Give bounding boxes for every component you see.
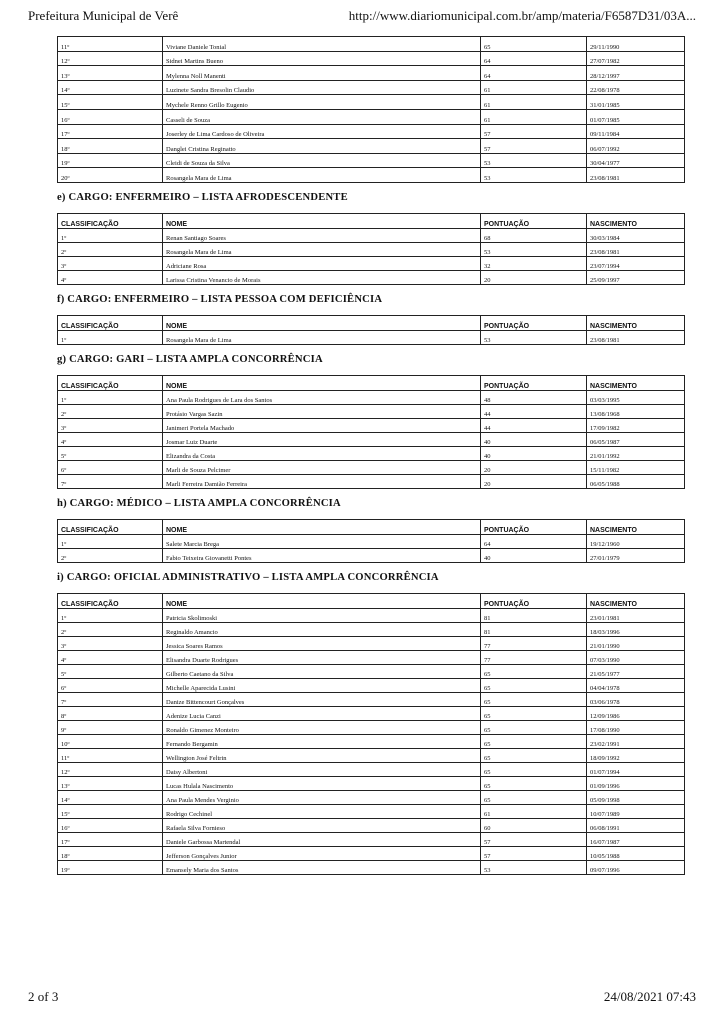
section-title: h) CARGO: MÉDICO – LISTA AMPLA CONCORRÊNCIA [57,498,341,510]
section-title: i) CARGO: OFICIAL ADMINISTRATIVO – LISTA AMPLA CONCORRÊNCIA [57,572,439,584]
cell-nome: Protásio Vargas Sazin [163,404,481,418]
cell-nome: Gilberto Caetano da Silva [163,664,481,678]
cell-pontuacao: 61 [481,804,587,818]
cell-nascimento: 23/01/1981 [587,608,685,622]
cell-classificacao: 12º [58,51,163,66]
cell-nascimento: 22/08/1978 [587,80,685,95]
cell-nascimento: 01/07/1985 [587,109,685,124]
header-nome: NOME [163,519,481,534]
cell-nome: Adriciane Rosa [163,256,481,270]
table-header-row [58,213,685,228]
cell-nascimento: 12/09/1986 [587,706,685,720]
table-row [58,153,685,168]
cell-nascimento: 06/07/1992 [587,139,685,154]
table-row [58,748,685,762]
cell-pontuacao: 61 [481,109,587,124]
cell-nome: Viviane Daniele Tonial [163,37,481,52]
table-row [58,776,685,790]
header-pontuacao: PONTUAÇÃO [481,375,587,390]
table-row [58,432,685,446]
table-row [58,832,685,846]
table-row [58,474,685,488]
cell-nome: Luzinete Sandra Bresolin Claudio [163,80,481,95]
cell-nome: Rosangela Mara de Lima [163,168,481,183]
cell-pontuacao: 20 [481,270,587,284]
cell-pontuacao: 65 [481,790,587,804]
cell-nome: Mychele Renno Grillo Eugenio [163,95,481,110]
header-classificacao: CLASSIFICAÇÃO [58,519,163,534]
cell-classificacao: 5º [58,446,163,460]
cell-nome: Rafaela Silva Fornieso [163,818,481,832]
footer-page-number: 2 of 3 [28,989,59,1004]
cell-nascimento: 23/08/1981 [587,168,685,183]
cell-nome: Jefferson Gonçalves Junior [163,846,481,860]
cell-nome: Lucas Hulala Nascimento [163,776,481,790]
cell-nascimento: 17/08/1990 [587,720,685,734]
cell-nome: Daniele Garbossa Martendal [163,832,481,846]
cell-nome: Salete Marcia Brega [163,534,481,548]
classification-table [57,213,685,285]
cell-classificacao: 15º [58,804,163,818]
cell-classificacao: 18º [58,139,163,154]
cell-nome: Mylenna Noll Manenti [163,66,481,81]
cell-classificacao: 1º [58,330,163,344]
table-row [58,124,685,139]
cell-classificacao: 4º [58,650,163,664]
cell-classificacao: 4º [58,270,163,284]
table-row [58,66,685,81]
cell-nascimento: 21/01/1990 [587,636,685,650]
cell-pontuacao: 65 [481,720,587,734]
cell-nome: Joserley de Lima Cardoso de Oliveira [163,124,481,139]
cell-classificacao: 11º [58,37,163,52]
table-header-row [58,375,685,390]
cell-classificacao: 6º [58,678,163,692]
classification-table [57,315,685,345]
cell-nascimento: 21/05/1977 [587,664,685,678]
cell-classificacao: 3º [58,418,163,432]
header-nome: NOME [163,375,481,390]
cell-nome: Josmar Luiz Duarte [163,432,481,446]
cell-nome: Adenize Lucia Canzi [163,706,481,720]
table-row [58,418,685,432]
header-nascimento: NASCIMENTO [587,519,685,534]
table-row [58,720,685,734]
header-classificacao: CLASSIFICAÇÃO [58,375,163,390]
cell-nascimento: 30/04/1977 [587,153,685,168]
table-row [58,460,685,474]
continued-table-body [58,37,685,183]
document-content [57,36,684,875]
table-row [58,404,685,418]
table-row [58,762,685,776]
table-row [58,846,685,860]
header-pontuacao: PONTUAÇÃO [481,315,587,330]
cell-pontuacao: 57 [481,139,587,154]
cell-pontuacao: 65 [481,664,587,678]
header-site-title: Prefeitura Municipal de Verê [28,8,179,23]
header-pontuacao: PONTUAÇÃO [481,213,587,228]
table-row [58,622,685,636]
cell-nome: Ronaldo Gimenez Monteiro [163,720,481,734]
section-heading-wrap [57,563,684,593]
cell-nascimento: 27/01/1979 [587,548,685,562]
cell-nascimento: 31/01/1985 [587,95,685,110]
cell-nome: Ana Paula Mendes Verginio [163,790,481,804]
cell-classificacao: 20º [58,168,163,183]
cell-nome: Elisandra Duarte Rodrigues [163,650,481,664]
cell-nome: Elizandra da Costa [163,446,481,460]
table-row [58,256,685,270]
section-title: f) CARGO: ENFERMEIRO – LISTA PESSOA COM DEFICIÊNCIA [57,294,383,306]
cell-pontuacao: 65 [481,692,587,706]
cell-classificacao: 6º [58,460,163,474]
cell-pontuacao: 65 [481,762,587,776]
cell-nascimento: 23/08/1981 [587,242,685,256]
header-nome: NOME [163,213,481,228]
cell-pontuacao: 44 [481,404,587,418]
table-row [58,548,685,562]
cell-pontuacao: 65 [481,37,587,52]
cell-pontuacao: 53 [481,330,587,344]
table-row [58,818,685,832]
cell-pontuacao: 77 [481,636,587,650]
cell-nascimento: 15/11/1982 [587,460,685,474]
section-heading-wrap [57,285,684,315]
cell-nascimento: 06/08/1991 [587,818,685,832]
cell-pontuacao: 61 [481,95,587,110]
cell-nascimento: 09/11/1984 [587,124,685,139]
cell-nascimento: 01/07/1994 [587,762,685,776]
table-row [58,678,685,692]
cell-pontuacao: 57 [481,846,587,860]
table-row [58,804,685,818]
section-heading-wrap [57,183,684,213]
cell-nascimento: 28/12/1997 [587,66,685,81]
table-row [58,790,685,804]
cell-classificacao: 11º [58,748,163,762]
table-row [58,330,685,344]
cell-classificacao: 14º [58,790,163,804]
header-pontuacao: PONTUAÇÃO [481,519,587,534]
header-nome: NOME [163,315,481,330]
cell-classificacao: 9º [58,720,163,734]
cell-nascimento: 09/07/1996 [587,860,685,874]
cell-nome: Fernando Bergamin [163,734,481,748]
cell-nascimento: 18/09/1992 [587,748,685,762]
header-url[interactable]: http://www.diariomunicipal.com.br/amp/materia/F6587D31/03A... [348,8,696,23]
cell-nascimento: 16/07/1987 [587,832,685,846]
cell-nome: Sidnei Martins Bueno [163,51,481,66]
cell-classificacao: 3º [58,636,163,650]
cell-classificacao: 16º [58,818,163,832]
cell-classificacao: 17º [58,124,163,139]
cell-pontuacao: 53 [481,153,587,168]
cell-classificacao: 10º [58,734,163,748]
cell-pontuacao: 64 [481,534,587,548]
table-header-row [58,315,685,330]
cell-pontuacao: 65 [481,678,587,692]
classification-table [57,375,685,489]
section-heading-wrap [57,345,684,375]
cell-nascimento: 10/07/1989 [587,804,685,818]
cell-nome: Daisy Albertoni [163,762,481,776]
cell-pontuacao: 40 [481,432,587,446]
cell-classificacao: 15º [58,95,163,110]
cell-nome: Michelle Aparecida Lusini [163,678,481,692]
cell-nascimento: 23/08/1981 [587,330,685,344]
table-row [58,534,685,548]
cell-pontuacao: 81 [481,608,587,622]
cell-pontuacao: 64 [481,66,587,81]
cell-nome: Janimeri Portela Machado [163,418,481,432]
cell-nascimento: 03/06/1978 [587,692,685,706]
header-nascimento: NASCIMENTO [587,593,685,608]
cell-classificacao: 2º [58,622,163,636]
cell-nascimento: 13/08/1968 [587,404,685,418]
cell-nascimento: 01/09/1996 [587,776,685,790]
cell-classificacao: 19º [58,860,163,874]
sections [57,183,684,875]
table-row [58,109,685,124]
cell-nascimento: 07/03/1990 [587,650,685,664]
cell-nascimento: 06/05/1987 [587,432,685,446]
cell-classificacao: 13º [58,66,163,81]
table-header-row [58,593,685,608]
cell-pontuacao: 53 [481,860,587,874]
cell-nascimento: 23/02/1991 [587,734,685,748]
table-row [58,446,685,460]
cell-nascimento: 18/03/1996 [587,622,685,636]
table-header-row [58,519,685,534]
cell-nascimento: 29/11/1990 [587,37,685,52]
cell-pontuacao: 65 [481,706,587,720]
table-row [58,390,685,404]
cell-pontuacao: 60 [481,818,587,832]
cell-pontuacao: 32 [481,256,587,270]
cell-pontuacao: 20 [481,460,587,474]
classification-table [57,593,685,875]
cell-nome: Larissa Cristina Venancio de Morais [163,270,481,284]
cell-nascimento: 17/09/1982 [587,418,685,432]
cell-pontuacao: 65 [481,748,587,762]
table-row [58,242,685,256]
cell-pontuacao: 44 [481,418,587,432]
header-nascimento: NASCIMENTO [587,213,685,228]
cell-pontuacao: 40 [481,446,587,460]
cell-classificacao: 17º [58,832,163,846]
section-heading-wrap [57,489,684,519]
section-title: g) CARGO: GARI – LISTA AMPLA CONCORRÊNCIA [57,354,323,366]
table-row [58,664,685,678]
cell-nascimento: 10/05/1988 [587,846,685,860]
cell-classificacao: 5º [58,664,163,678]
cell-nome: Danize Bittencourt Gonçalves [163,692,481,706]
cell-classificacao: 1º [58,534,163,548]
table-row [58,636,685,650]
table-row [58,228,685,242]
cell-nome: Cleidi de Souza da Silva [163,153,481,168]
cell-pontuacao: 40 [481,548,587,562]
cell-nome: Wellington José Feltrin [163,748,481,762]
cell-nascimento: 21/01/1992 [587,446,685,460]
cell-classificacao: 1º [58,390,163,404]
cell-pontuacao: 20 [481,474,587,488]
cell-pontuacao: 64 [481,51,587,66]
cell-nascimento: 06/05/1988 [587,474,685,488]
cell-nome: Reginaldo Amancio [163,622,481,636]
cell-classificacao: 18º [58,846,163,860]
header-nascimento: NASCIMENTO [587,375,685,390]
continued-table [57,36,685,183]
cell-pontuacao: 81 [481,622,587,636]
cell-nome: Rosangela Mara de Lima [163,330,481,344]
cell-nascimento: 23/07/1994 [587,256,685,270]
table-row [58,139,685,154]
cell-nascimento: 19/12/1960 [587,534,685,548]
cell-classificacao: 16º [58,109,163,124]
cell-classificacao: 14º [58,80,163,95]
cell-nascimento: 05/09/1998 [587,790,685,804]
table-row [58,860,685,874]
table-row [58,608,685,622]
header-nascimento: NASCIMENTO [587,315,685,330]
table-row [58,692,685,706]
cell-classificacao: 12º [58,762,163,776]
cell-nome: Danglei Cristina Reginatto [163,139,481,154]
header-classificacao: CLASSIFICAÇÃO [58,315,163,330]
cell-nascimento: 30/03/1984 [587,228,685,242]
cell-nome: Renan Santiago Soares [163,228,481,242]
cell-classificacao: 3º [58,256,163,270]
cell-classificacao: 2º [58,242,163,256]
section-title: e) CARGO: ENFERMEIRO – LISTA AFRODESCENDENTE [57,192,348,204]
cell-nome: Marli de Souza Pelcimer [163,460,481,474]
table-row [58,168,685,183]
cell-classificacao: 1º [58,608,163,622]
header-nome: NOME [163,593,481,608]
cell-nome: Patricia Skolimoski [163,608,481,622]
table-row [58,270,685,284]
cell-classificacao: 13º [58,776,163,790]
table-row [58,80,685,95]
table-row [58,650,685,664]
cell-nome: Ana Paula Rodrigues de Lara dos Santos [163,390,481,404]
cell-classificacao: 2º [58,404,163,418]
cell-nascimento: 03/03/1995 [587,390,685,404]
cell-nascimento: 25/09/1997 [587,270,685,284]
cell-pontuacao: 61 [481,80,587,95]
cell-nome: Marli Ferreira Damião Ferreira [163,474,481,488]
cell-pontuacao: 48 [481,390,587,404]
table-row [58,706,685,720]
header-classificacao: CLASSIFICAÇÃO [58,213,163,228]
cell-classificacao: 4º [58,432,163,446]
cell-pontuacao: 65 [481,776,587,790]
cell-classificacao: 19º [58,153,163,168]
cell-pontuacao: 77 [481,650,587,664]
cell-pontuacao: 53 [481,242,587,256]
cell-pontuacao: 57 [481,832,587,846]
table-row [58,95,685,110]
footer-datetime: 24/08/2021 07:43 [603,989,696,1004]
cell-pontuacao: 65 [481,734,587,748]
cell-nome: Casseli de Souza [163,109,481,124]
cell-pontuacao: 68 [481,228,587,242]
cell-classificacao: 7º [58,692,163,706]
table-row [58,51,685,66]
cell-nome: Fabio Teixeira Giovanetti Pontes [163,548,481,562]
cell-pontuacao: 53 [481,168,587,183]
header-classificacao: CLASSIFICAÇÃO [58,593,163,608]
cell-nome: Jessica Soares Ramos [163,636,481,650]
cell-nome: Rodrigo Cechinel [163,804,481,818]
cell-classificacao: 1º [58,228,163,242]
cell-nascimento: 27/07/1982 [587,51,685,66]
cell-nome: Emansely Maria dos Santos [163,860,481,874]
cell-nascimento: 04/04/1978 [587,678,685,692]
cell-pontuacao: 57 [481,124,587,139]
cell-classificacao: 2º [58,548,163,562]
cell-classificacao: 7º [58,474,163,488]
table-row [58,37,685,52]
classification-table [57,519,685,563]
cell-classificacao: 8º [58,706,163,720]
cell-nome: Rosangela Mara de Lima [163,242,481,256]
table-row [58,734,685,748]
header-pontuacao: PONTUAÇÃO [481,593,587,608]
